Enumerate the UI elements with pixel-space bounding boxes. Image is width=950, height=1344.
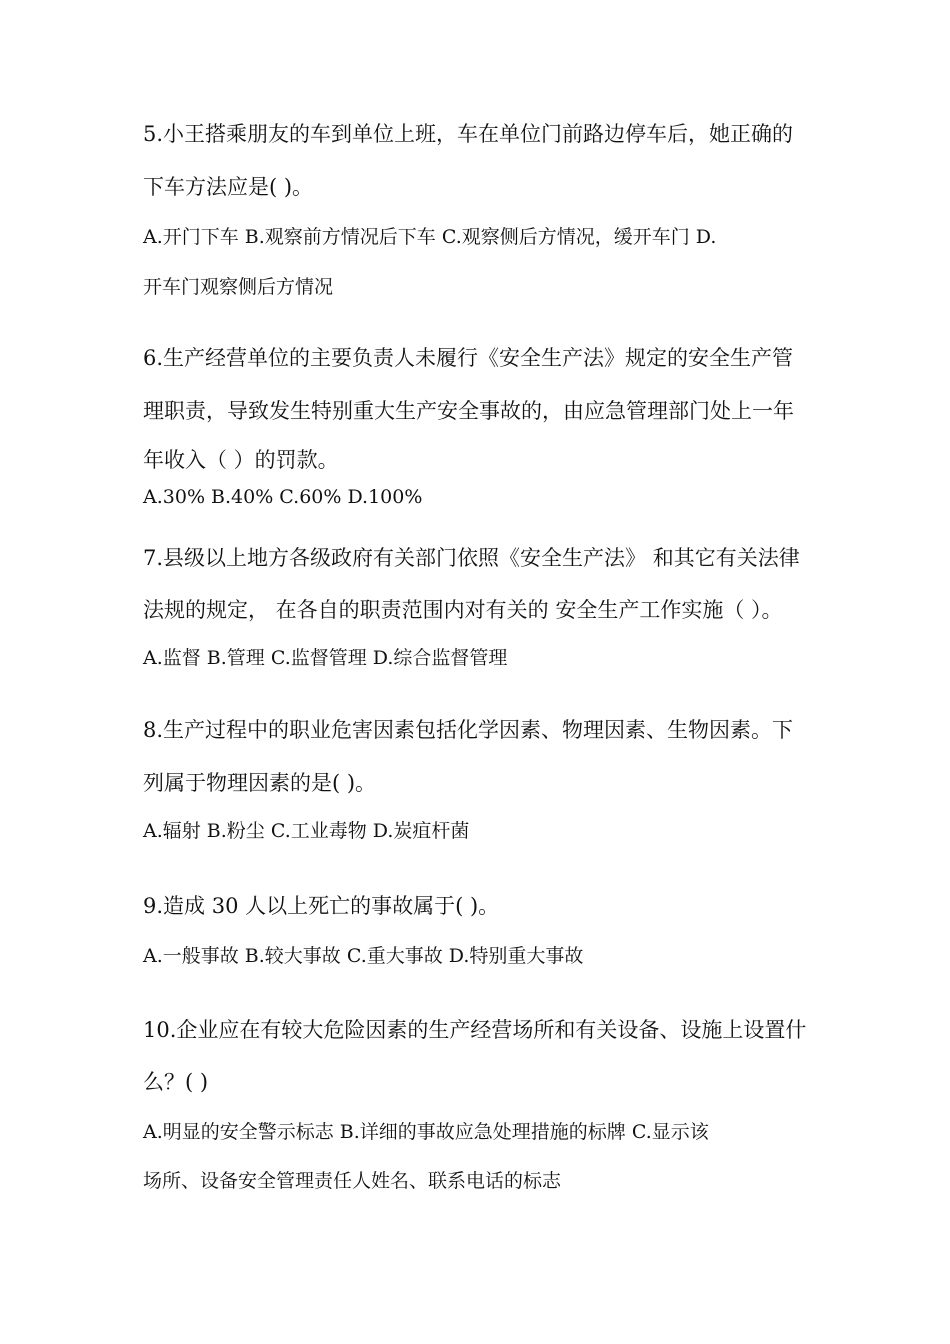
- question-8-stem-line-2: 列属于物理因素的是( )。: [143, 771, 377, 795]
- question-10-stem-line-2: 么？( ): [143, 1070, 209, 1094]
- question-7-stem-line-1: 7.县级以上地方各级政府有关部门依照《安全生产法》 和其它有关法律: [143, 546, 800, 570]
- question-6-options-line-1: A.30% B.40% C.60% D.100%: [143, 486, 423, 508]
- question-6-stem-line-2: 理职责，导致发生特别重大生产安全事故的，由应急管理部门处上一年: [143, 399, 794, 423]
- question-6-stem-line-3: 年收入（ ）的罚款。: [143, 448, 339, 472]
- question-6-stem-line-1: 6.生产经营单位的主要负责人未履行《安全生产法》规定的安全生产管: [143, 346, 794, 370]
- question-5-stem-line-1: 5.小王搭乘朋友的车到单位上班，车在单位门前路边停车后，她正确的: [143, 122, 794, 146]
- question-10-stem-line-1: 10.企业应在有较大危险因素的生产经营场所和有关设备、设施上设置什: [143, 1018, 807, 1042]
- question-8-options-line-1: A.辐射 B.粉尘 C.工业毒物 D.炭疽杆菌: [143, 820, 470, 842]
- question-9-stem-line-1: 9.造成 30 人以上死亡的事故属于( )。: [143, 894, 500, 918]
- question-8-stem-line-1: 8.生产过程中的职业危害因素包括化学因素、物理因素、生物因素。下: [143, 718, 794, 742]
- question-5-stem-line-2: 下车方法应是( )。: [143, 175, 314, 199]
- question-10-options-line-1: A.明显的安全警示标志 B.详细的事故应急处理措施的标牌 C.显示该: [143, 1121, 709, 1143]
- question-9-options-line-1: A.一般事故 B.较大事故 C.重大事故 D.特别重大事故: [143, 945, 584, 967]
- question-7-stem-line-2: 法规的规定， 在各自的职责范围内对有关的 安全生产工作实施（ ）。: [143, 598, 783, 622]
- question-7-options-line-1: A.监督 B.管理 C.监督管理 D.综合监督管理: [143, 647, 508, 669]
- question-5-options-line-1: A.开门下车 B.观察前方情况后下车 C.观察侧后方情况，缓开车门 D.: [143, 226, 717, 248]
- question-10-options-line-2: 场所、设备安全管理责任人姓名、联系电话的标志: [143, 1170, 562, 1192]
- question-5-options-line-2: 开车门观察侧后方情况: [143, 276, 334, 298]
